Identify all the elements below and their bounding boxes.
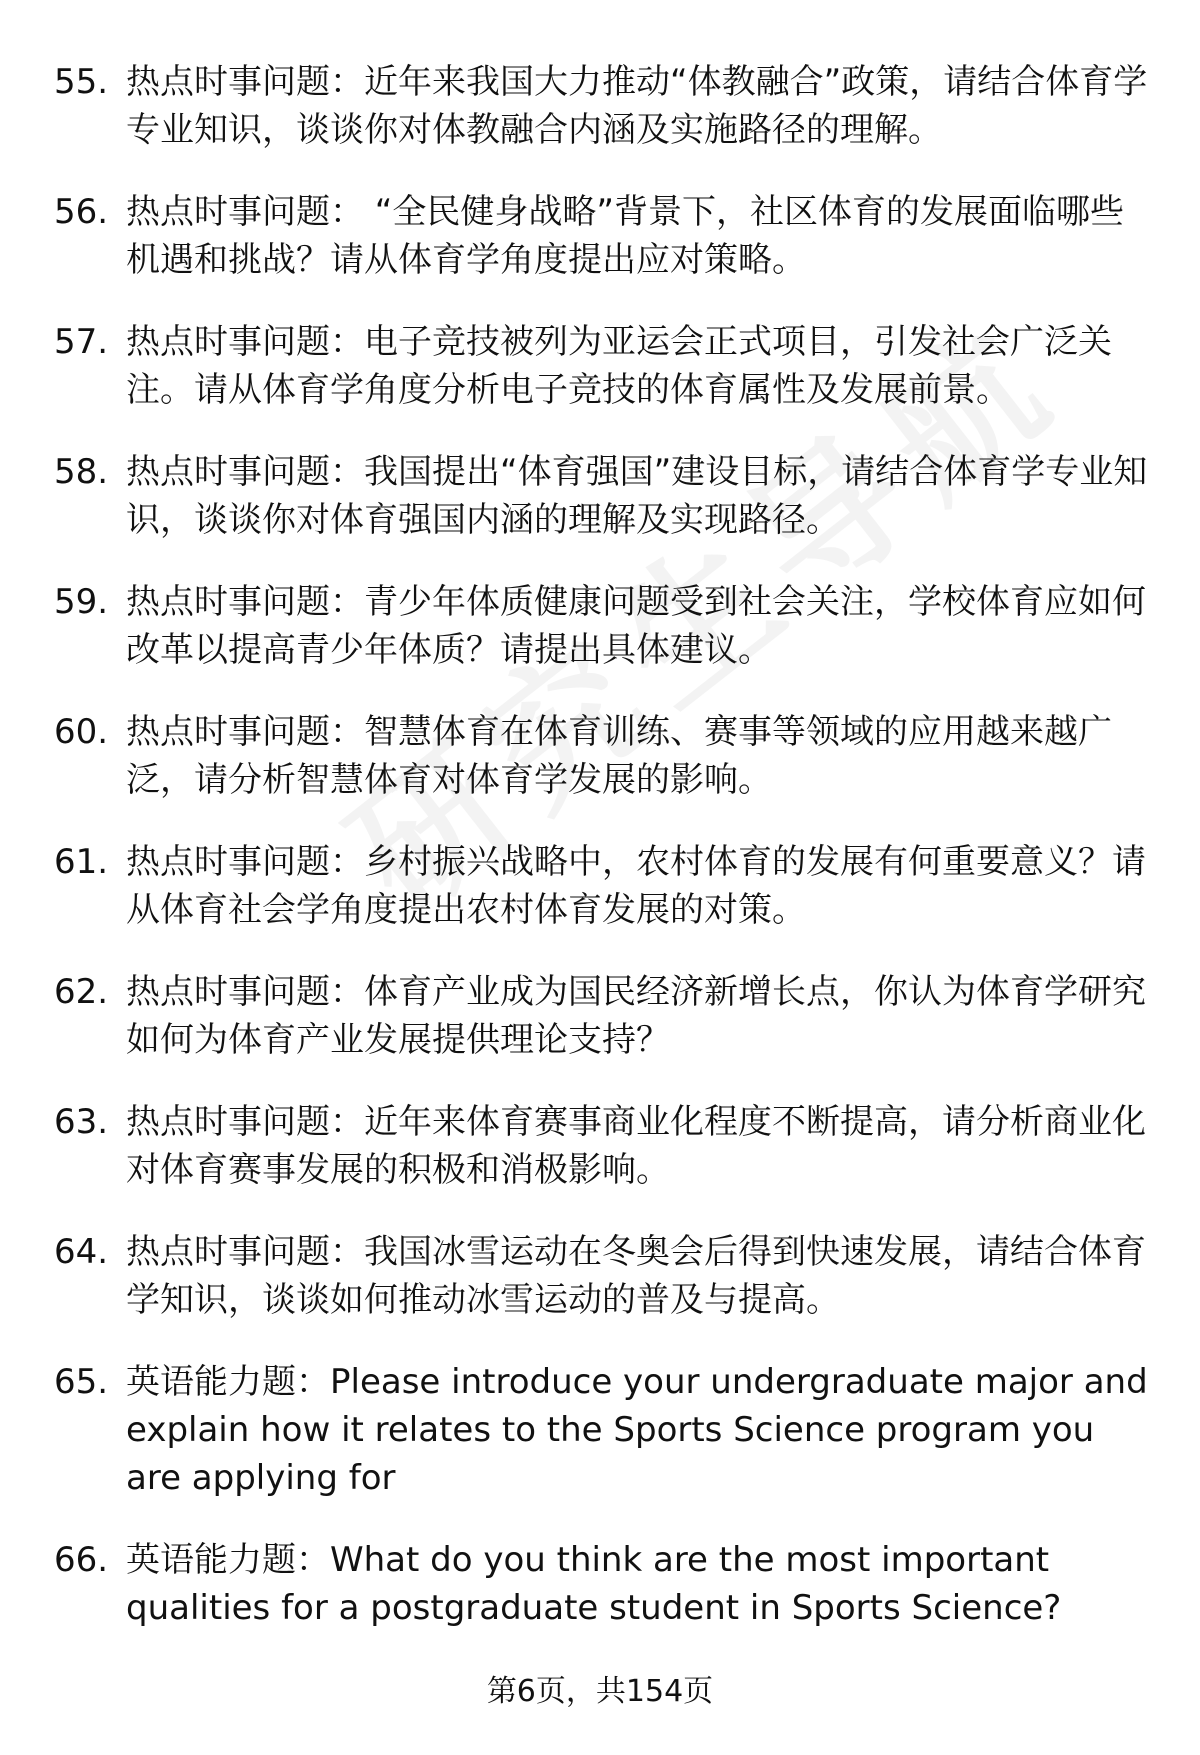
question-item	[54, 968, 1150, 1064]
question-item	[54, 188, 1150, 284]
question-item	[54, 318, 1150, 414]
question-number: 64.	[54, 1232, 109, 1272]
question-item	[54, 578, 1150, 674]
question-text: 热点时事问题：我国提出“体育强国”建设目标，请结合体育学专业知识，谈谈你对体育强国内涵的理解及实现路径。	[126, 452, 1148, 540]
question-number: 60.	[54, 712, 109, 752]
question-item	[54, 1358, 1150, 1502]
question-number: 55.	[54, 62, 109, 102]
question-number: 66.	[54, 1540, 109, 1580]
question-item	[54, 1536, 1150, 1632]
question-text: 热点时事问题：电子竞技被列为亚运会正式项目，引发社会广泛关注。请从体育学角度分析电子竞技的体育属性及发展前景。	[126, 322, 1112, 410]
question-text: 热点时事问题：近年来我国大力推动“体教融合”政策，请结合体育学专业知识，谈谈你对体教融合内涵及实施路径的理解。	[126, 62, 1148, 150]
question-number: 63.	[54, 1102, 109, 1142]
question-text: 热点时事问题： “全民健身战略”背景下，社区体育的发展面临哪些机遇和挑战？请从体育学角度提出应对策略。	[126, 192, 1125, 280]
question-number: 58.	[54, 452, 109, 492]
question-list	[54, 58, 1150, 1666]
question-number: 59.	[54, 582, 109, 622]
question-number: 65.	[54, 1362, 109, 1402]
question-item	[54, 448, 1150, 544]
question-item	[54, 708, 1150, 804]
question-text: 热点时事问题：智慧体育在体育训练、赛事等领域的应用越来越广泛，请分析智慧体育对体育学发展的影响。	[126, 712, 1112, 800]
question-text: 热点时事问题：青少年体质健康问题受到社会关注，学校体育应如何改革以提高青少年体质？请提出具体建议。	[126, 582, 1146, 670]
page-footer: 第6页，共154页	[486, 1674, 714, 1709]
question-number: 56.	[54, 192, 109, 232]
question-text: 热点时事问题：体育产业成为国民经济新增长点，你认为体育学研究如何为体育产业发展提供理论支持？	[126, 972, 1146, 1060]
question-number: 61.	[54, 842, 109, 882]
question-text: 热点时事问题：我国冰雪运动在冬奥会后得到快速发展，请结合体育学知识，谈谈如何推动冰雪运动的普及与提高。	[126, 1232, 1146, 1320]
question-number: 62.	[54, 972, 109, 1012]
question-text: 热点时事问题：近年来体育赛事商业化程度不断提高，请分析商业化对体育赛事发展的积极和消极影响。	[126, 1102, 1146, 1190]
question-text: 英语能力题：Please introduce your undergraduate major and explain how it relates to the Sports Science program you are applying for	[126, 1362, 1148, 1498]
question-item	[54, 838, 1150, 934]
question-text: 热点时事问题：乡村振兴战略中，农村体育的发展有何重要意义？请从体育社会学角度提出农村体育发展的对策。	[126, 842, 1146, 930]
question-text: 英语能力题：What do you think are the most important qualities for a postgraduate student in Sports Science?	[126, 1540, 1062, 1628]
question-item	[54, 1098, 1150, 1194]
question-item	[54, 1228, 1150, 1324]
question-number: 57.	[54, 322, 109, 362]
question-item	[54, 58, 1150, 154]
